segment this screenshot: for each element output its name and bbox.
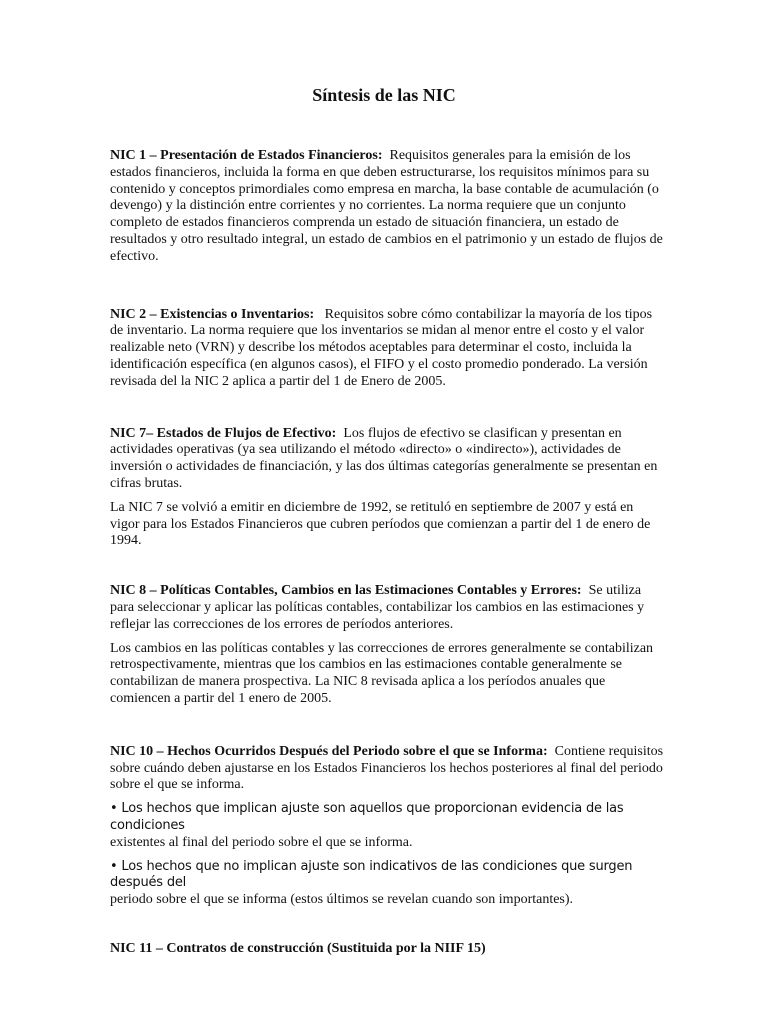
- section-text: Se utiliza para seleccionar y aplicar las políticas contables, contabilizar los cambios en las estimaciones y reflejar las correcciones de los errores de períodos anteriores.: [110, 583, 645, 632]
- bullet-item: [110, 859, 665, 909]
- section-heading: NIC 11 – Contratos de construcción (Sustituida por la NIIF 15): [110, 940, 486, 956]
- section-paragraph: La NIC 7 se volvió a emitir en diciembre de 1992, se retituló en septiembre de 2007 y está en vigor para los Estados Financieros que cubren períodos que comienzan a partir del 1 de enero de 1994.: [110, 499, 651, 549]
- bullet-rest: existentes al final del periodo sobre el que se informa.: [110, 834, 413, 850]
- bullet-lead: • Los hechos que no implican ajuste son indicativos de las condiciones que surgen después del: [110, 858, 633, 891]
- section-paragraph: [110, 307, 665, 391]
- section-text: Requisitos sobre cómo contabilizar la mayoría de los tipos de inventario. La norma requiere que los inventarios se midan al menor entre el costo y el valor realizable neto (VRN) y describe los métodos aceptables para determinar el costo, incluida la identificación específica (en algunos casos), el FIFO y el costo promedio ponderado. La versión revisada del la NIC 2 aplica a partir del 1 de Enero de 2005.: [110, 306, 653, 389]
- section-paragraph: [110, 941, 665, 958]
- section-nic-7: [110, 426, 665, 551]
- document-body: [110, 148, 665, 958]
- section-paragraph: [110, 426, 665, 493]
- section-paragraph: [110, 744, 665, 794]
- section-heading: NIC 10 – Hechos Ocurridos Después del Periodo sobre el que se Informa:: [110, 743, 548, 759]
- section-paragraph: [110, 583, 665, 633]
- bullet-lead: • Los hechos que implican ajuste son aquellos que proporcionan evidencia de las condiciones: [110, 801, 624, 833]
- document-title: Síntesis de las NIC: [312, 85, 456, 105]
- section-nic-2: [110, 307, 665, 391]
- section-text: Contiene requisitos sobre cuándo deben ajustarse en los Estados Financieros los hechos posteriores al final del periodo sobre el que se informa.: [110, 743, 664, 793]
- section-text: Los flujos de efectivo se clasifican y presentan en actividades operativas (ya sea utilizando el método «directo» o «indirecto»), actividades de inversión o actividades de financiación, y las dos últimas categorías generalmente se presentan en cifras brutas.: [110, 425, 658, 491]
- section-nic-10: [110, 744, 665, 909]
- section-nic-11: [110, 941, 665, 958]
- section-paragraph: Los cambios en las políticas contables y las correcciones de errores generalmente se contabilizan retrospectivamente, mientras que los cambios en las estimaciones contable generalmente se contabilizan de manera prospectiva. La NIC 8 revisada aplica a los períodos anuales que comiencen a partir del 1 enero de 2005.: [110, 640, 654, 706]
- section-nic-1: [110, 148, 665, 266]
- section-heading: NIC 7– Estados de Flujos de Efectivo:: [110, 425, 337, 441]
- bullet-item: [110, 801, 665, 851]
- section-text: Requisitos generales para la emisión de los estados financieros, incluida la forma en que deben estructurarse, los requisitos mínimos para su contenido y conceptos primordiales como empresa en marcha, la base contable de acumulación (o devengo) y la distinción entre corrientes y no corrientes. La norma requiere que un conjunto completo de estados financieros comprenda un estado de situación financiera, un estado de resultados y otro resultado integral, un estado de cambios en el patrimonio y un estado de flujos de efectivo.: [110, 148, 663, 264]
- section-paragraph: [110, 148, 665, 266]
- section-heading: NIC 2 – Existencias o Inventarios:: [110, 306, 315, 322]
- section-heading: NIC 1 – Presentación de Estados Financieros:: [110, 148, 383, 163]
- bullet-rest: periodo sobre el que se informa (estos últimos se revelan cuando son importantes).: [110, 892, 574, 908]
- section-nic-8: [110, 583, 665, 708]
- section-heading: NIC 8 – Políticas Contables, Cambios en las Estimaciones Contables y Errores:: [110, 583, 582, 599]
